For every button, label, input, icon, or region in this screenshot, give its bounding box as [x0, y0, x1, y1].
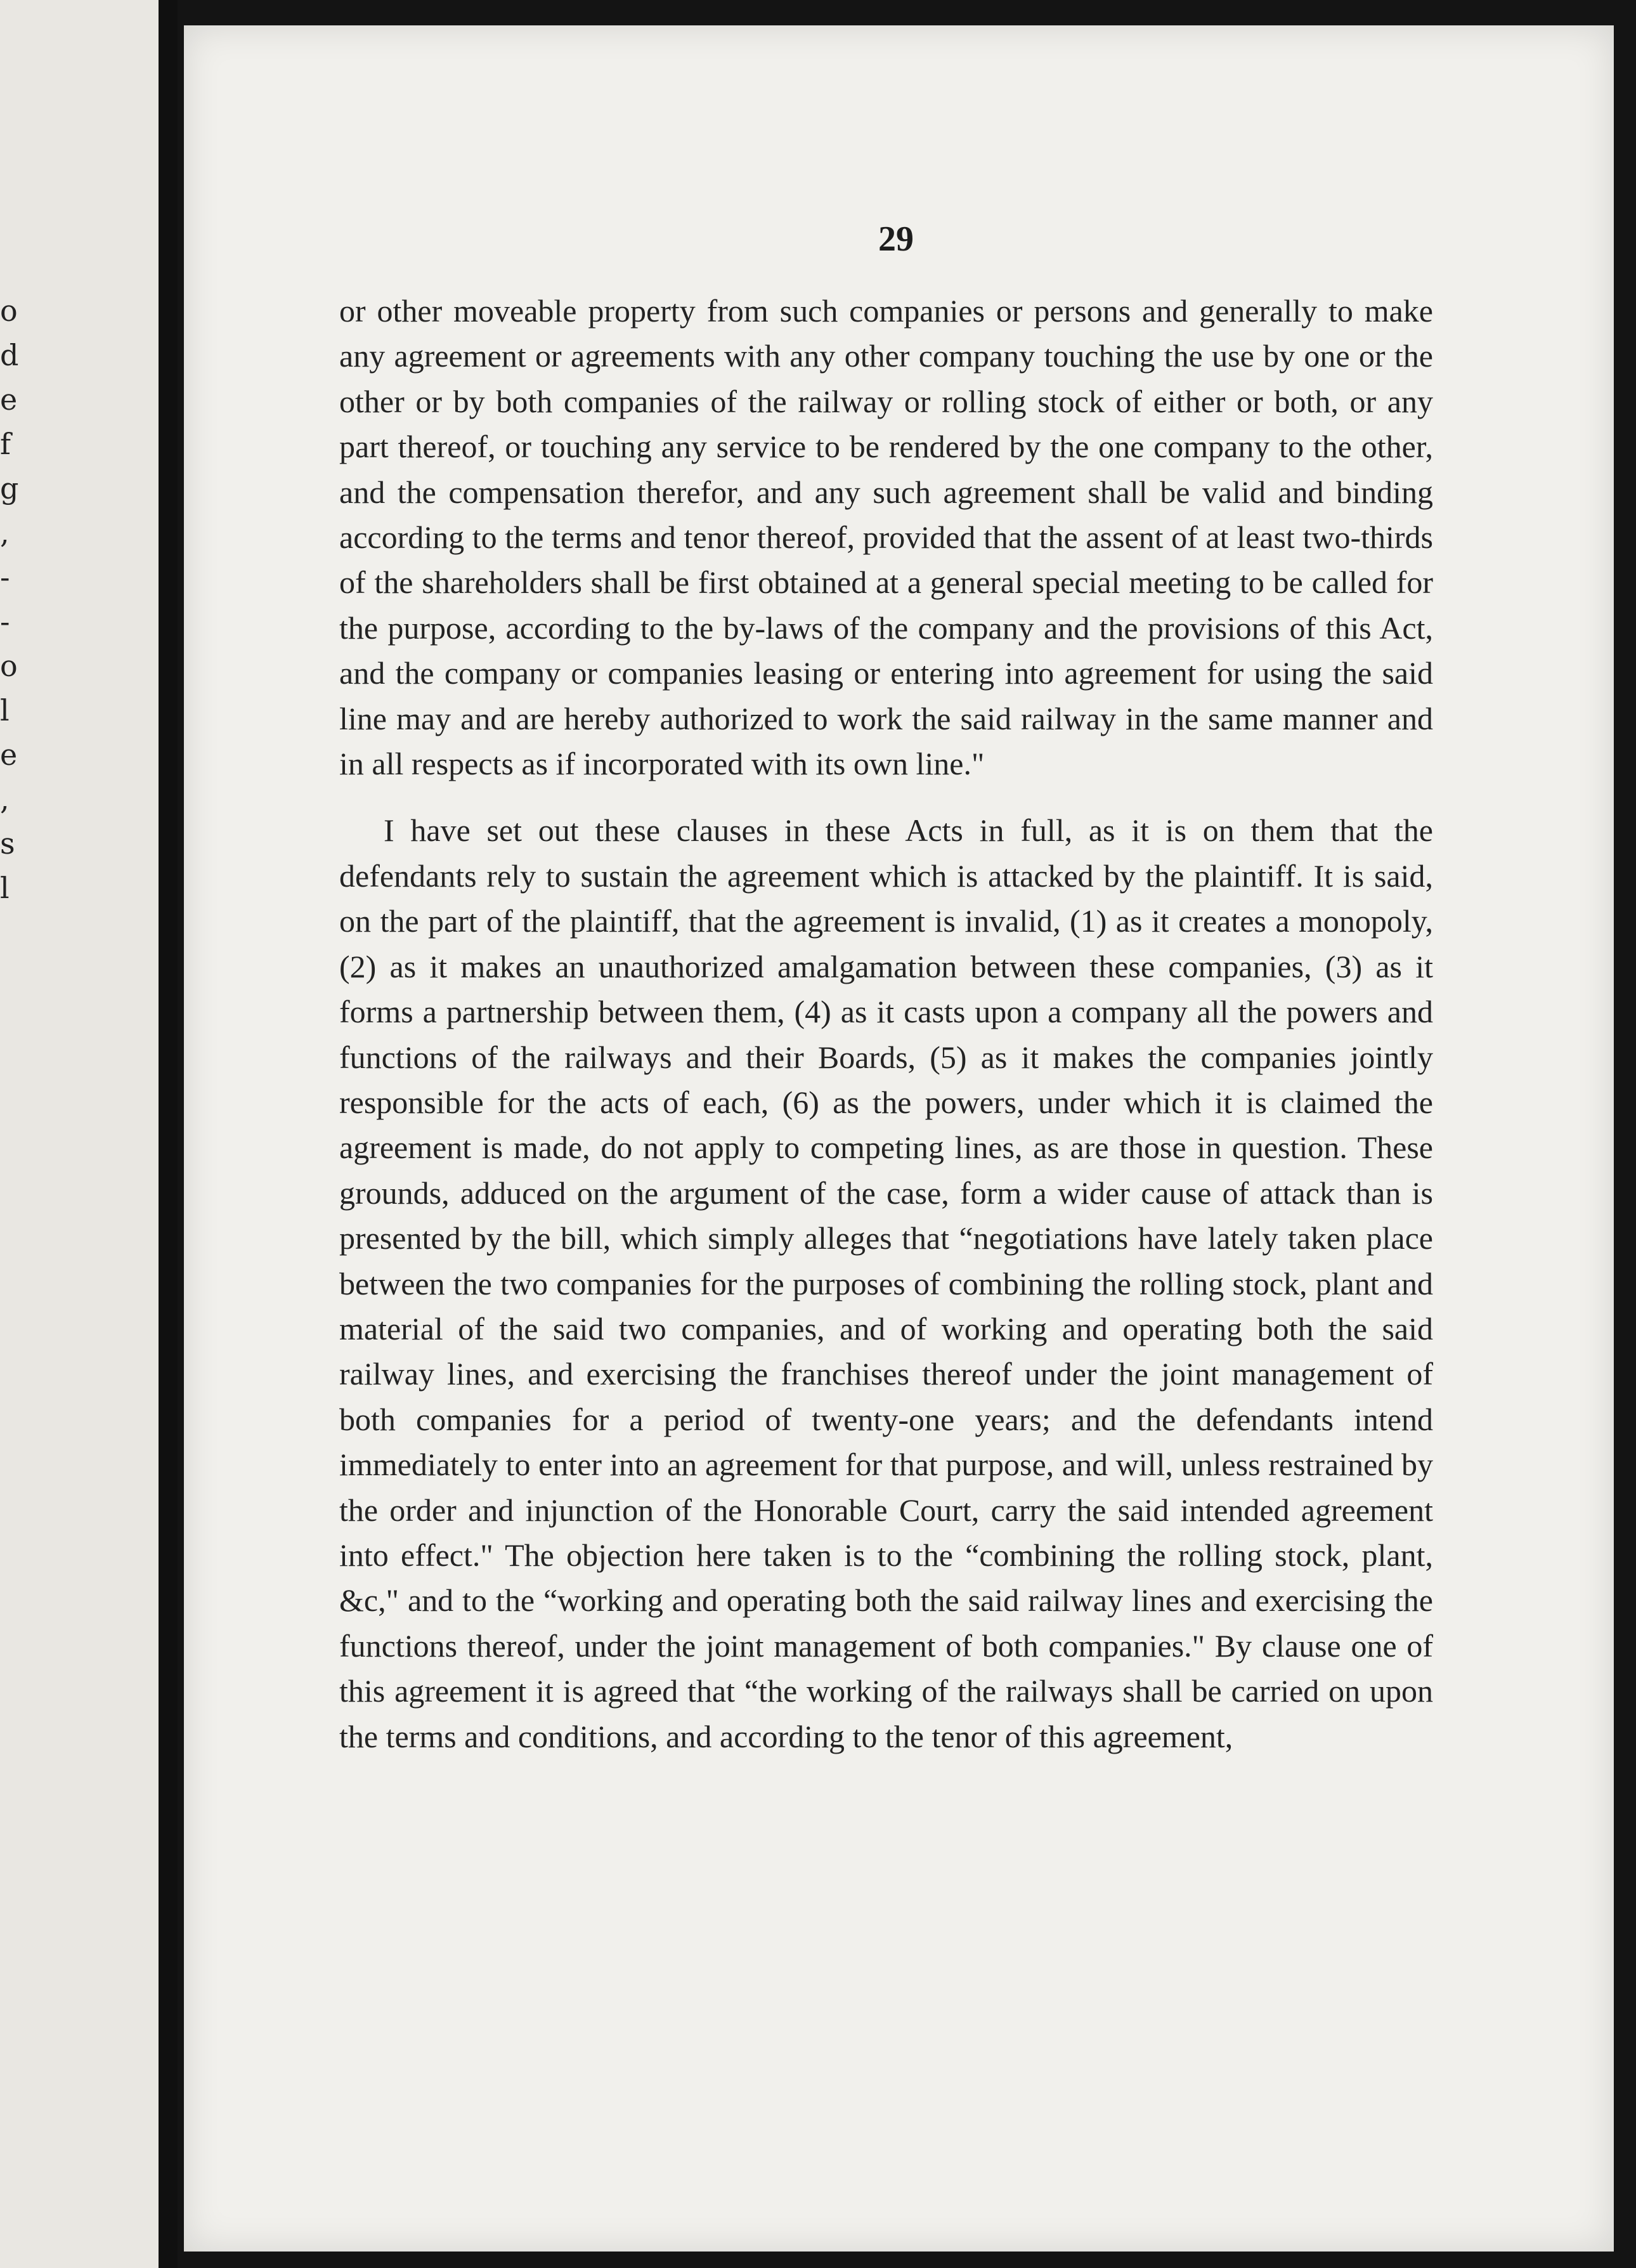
left-fragment: g — [0, 471, 19, 505]
left-fragment: f — [0, 427, 11, 461]
left-fragment: , — [0, 782, 10, 816]
paragraph: I have set out these clauses in these Acts in full, as it is on them that the defendants rely to sustain the agreement which is attacked by the plaintiff. It is said, on the part of the plaintiff, that the agreement is invalid, (1) as it creates a monopoly, (2) as it makes an unauthorized amalgamation between these companies, (3) as it forms a partnership between them, (4) as it casts upon a company all the powers and functions of the railways and their Boards, (5) as it makes the companies jointly responsible for the acts of each, (6) as the powers, under which it is claimed the agreement is made, do not apply to competing lines, as are those in question. These grounds, adduced on the argument of the case, form a wider cause of attack than is presented by the bill, which simply alleges that “negotiations have lately taken place between the two companies for the purposes of combining the rolling stock, plant and material of the said two companies, and of working and operating both the said railway lines, and exercising the franchises thereof under the joint management of both companies for a period of twenty-one years; and the defendants intend immediately to enter into an agreement for that purpose, and will, unless restrained by the order and injunction of the Honorable Court, carry the said intended agreement into effect." The objection here taken is to the “combining the rolling stock, plant, &c," and to the “working and operating both the said railway lines and exercising the functions thereof, under the joint management of both companies." By clause one of this agreement it is agreed that “the working of the railways shall be carried on upon the terms and conditions, and according to the tenor of this agreement, — [339, 812, 1433, 1754]
left-fragment: , — [0, 516, 10, 550]
left-fragment: e — [0, 382, 18, 417]
left-fragment: - — [0, 560, 10, 594]
left-page-edge — [0, 0, 159, 2268]
book-gutter — [159, 0, 178, 2268]
left-fragment: o — [0, 294, 18, 328]
left-fragment: l — [0, 693, 10, 727]
page-body — [339, 289, 1433, 1759]
left-fragment: e — [0, 738, 18, 772]
left-fragment: s — [0, 826, 15, 861]
left-fragment: o — [0, 649, 18, 683]
paragraph: or other moveable property from such companies or persons and generally to make any agreement or agreements with any other company touching the use by one or the other or by both companies of the railway or rolling stock of either or both, or any part thereof, or touching any service to be rendered by the one company to the other, and the compensation therefor, and any such agreement shall be valid and binding according to the terms and tenor thereof, provided that the assent of at least two-thirds of the shareholders shall be first obtained at a general special meeting to be called for the purpose, according to the by-laws of the company and the provisions of this Act, and the company or companies leasing or entering into agreement for using the said line may and are hereby authorized to work the said railway in the same manner and in all respects as if incorporated with its own line." — [339, 293, 1433, 782]
left-page-text-fragments — [0, 289, 19, 910]
left-fragment: - — [0, 604, 10, 639]
page-number: 29 — [878, 219, 914, 259]
left-fragment: l — [0, 871, 10, 905]
left-fragment: d — [0, 338, 19, 372]
